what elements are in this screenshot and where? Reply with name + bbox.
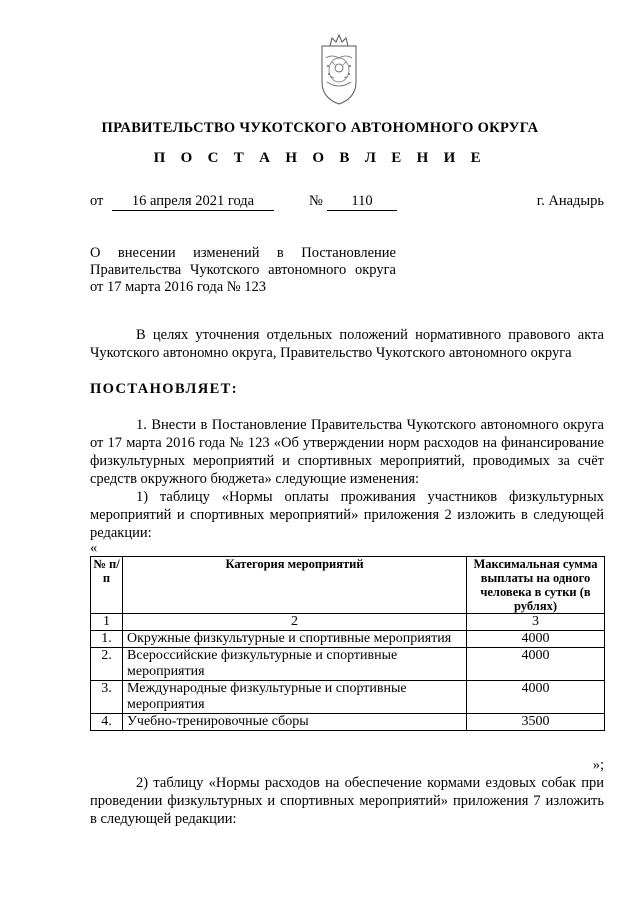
row-number: 3. [91, 681, 123, 714]
row-number: 4. [91, 714, 123, 731]
resolves-heading: ПОСТАНОВЛЯЕТ: [90, 381, 238, 397]
row-category: Международные физкультурные и спортивные мероприятия [123, 681, 467, 714]
item-1-1-paragraph: 1) таблицу «Нормы оплаты проживания участников физкультурных мероприятий и спортивных мероприятий» приложения 2 изложить в следующей редакции: [90, 489, 604, 541]
decree-number: 110 [327, 193, 397, 211]
numbering-cell: 2 [123, 614, 467, 631]
item-1-2-paragraph: 2) таблицу «Нормы расходов на обеспечение кормами ездовых собак при проведении физкультурных и спортивных мероприятий» приложения 7 изложить в следующей редакции: [90, 775, 604, 827]
header-category: Категория мероприятий [123, 557, 467, 614]
row-amount: 3500 [467, 714, 605, 731]
document-type-title: П О С Т А Н О В Л Е Н И Е [153, 150, 487, 166]
numbering-cell: 3 [467, 614, 605, 631]
opening-quote: « [90, 540, 98, 556]
decree-subject: О внесении изменений в Постановление Правительства Чукотского автономного округа от 17 марта 2016 года № 123 [90, 245, 396, 295]
decree-date: 16 апреля 2021 года [112, 193, 274, 211]
table-row [91, 714, 605, 731]
table-numbering-row [91, 614, 605, 631]
row-amount: 4000 [467, 631, 605, 648]
row-category: Окружные физкультурные и спортивные мероприятия [123, 631, 467, 648]
row-number: 1. [91, 631, 123, 648]
table-row [91, 631, 605, 648]
government-title: ПРАВИТЕЛЬСТВО ЧУКОТСКОГО АВТОНОМНОГО ОКРУГА [101, 120, 539, 136]
table-row [91, 681, 605, 714]
rates-table [90, 556, 605, 731]
row-category: Учебно-тренировочные сборы [123, 714, 467, 731]
header-number: № п/п [91, 557, 123, 614]
chukotka-coat-of-arms-icon [302, 32, 376, 108]
row-amount: 4000 [467, 648, 605, 681]
table-header-row [91, 557, 605, 614]
numbering-cell: 1 [91, 614, 123, 631]
table-row [91, 648, 605, 681]
row-category: Всероссийские физкультурные и спортивные мероприятия [123, 648, 467, 681]
number-label: № [309, 193, 323, 209]
row-number: 2. [91, 648, 123, 681]
header-amount: Максимальная сумма выплаты на одного человека в сутки (в рублях) [467, 557, 605, 614]
preamble-paragraph: В целях уточнения отдельных положений нормативного правового акта Чукотского автономно округа, Правительство Чукотского автономного округа [90, 327, 604, 361]
dateline [90, 193, 604, 213]
closing-quote: »; [592, 757, 604, 773]
item-1-paragraph: 1. Внести в Постановление Правительства Чукотского автономного округа от 17 марта 2016 года № 123 «Об утверждении норм расходов на финансирование физкультурных мероприятий и спортивных мероприятий, проводимых за счёт средств окружного бюджета» следующие изменения: [90, 417, 604, 487]
row-amount: 4000 [467, 681, 605, 714]
date-from-label: от [90, 193, 104, 209]
place-name: г. Анадырь [536, 193, 604, 209]
